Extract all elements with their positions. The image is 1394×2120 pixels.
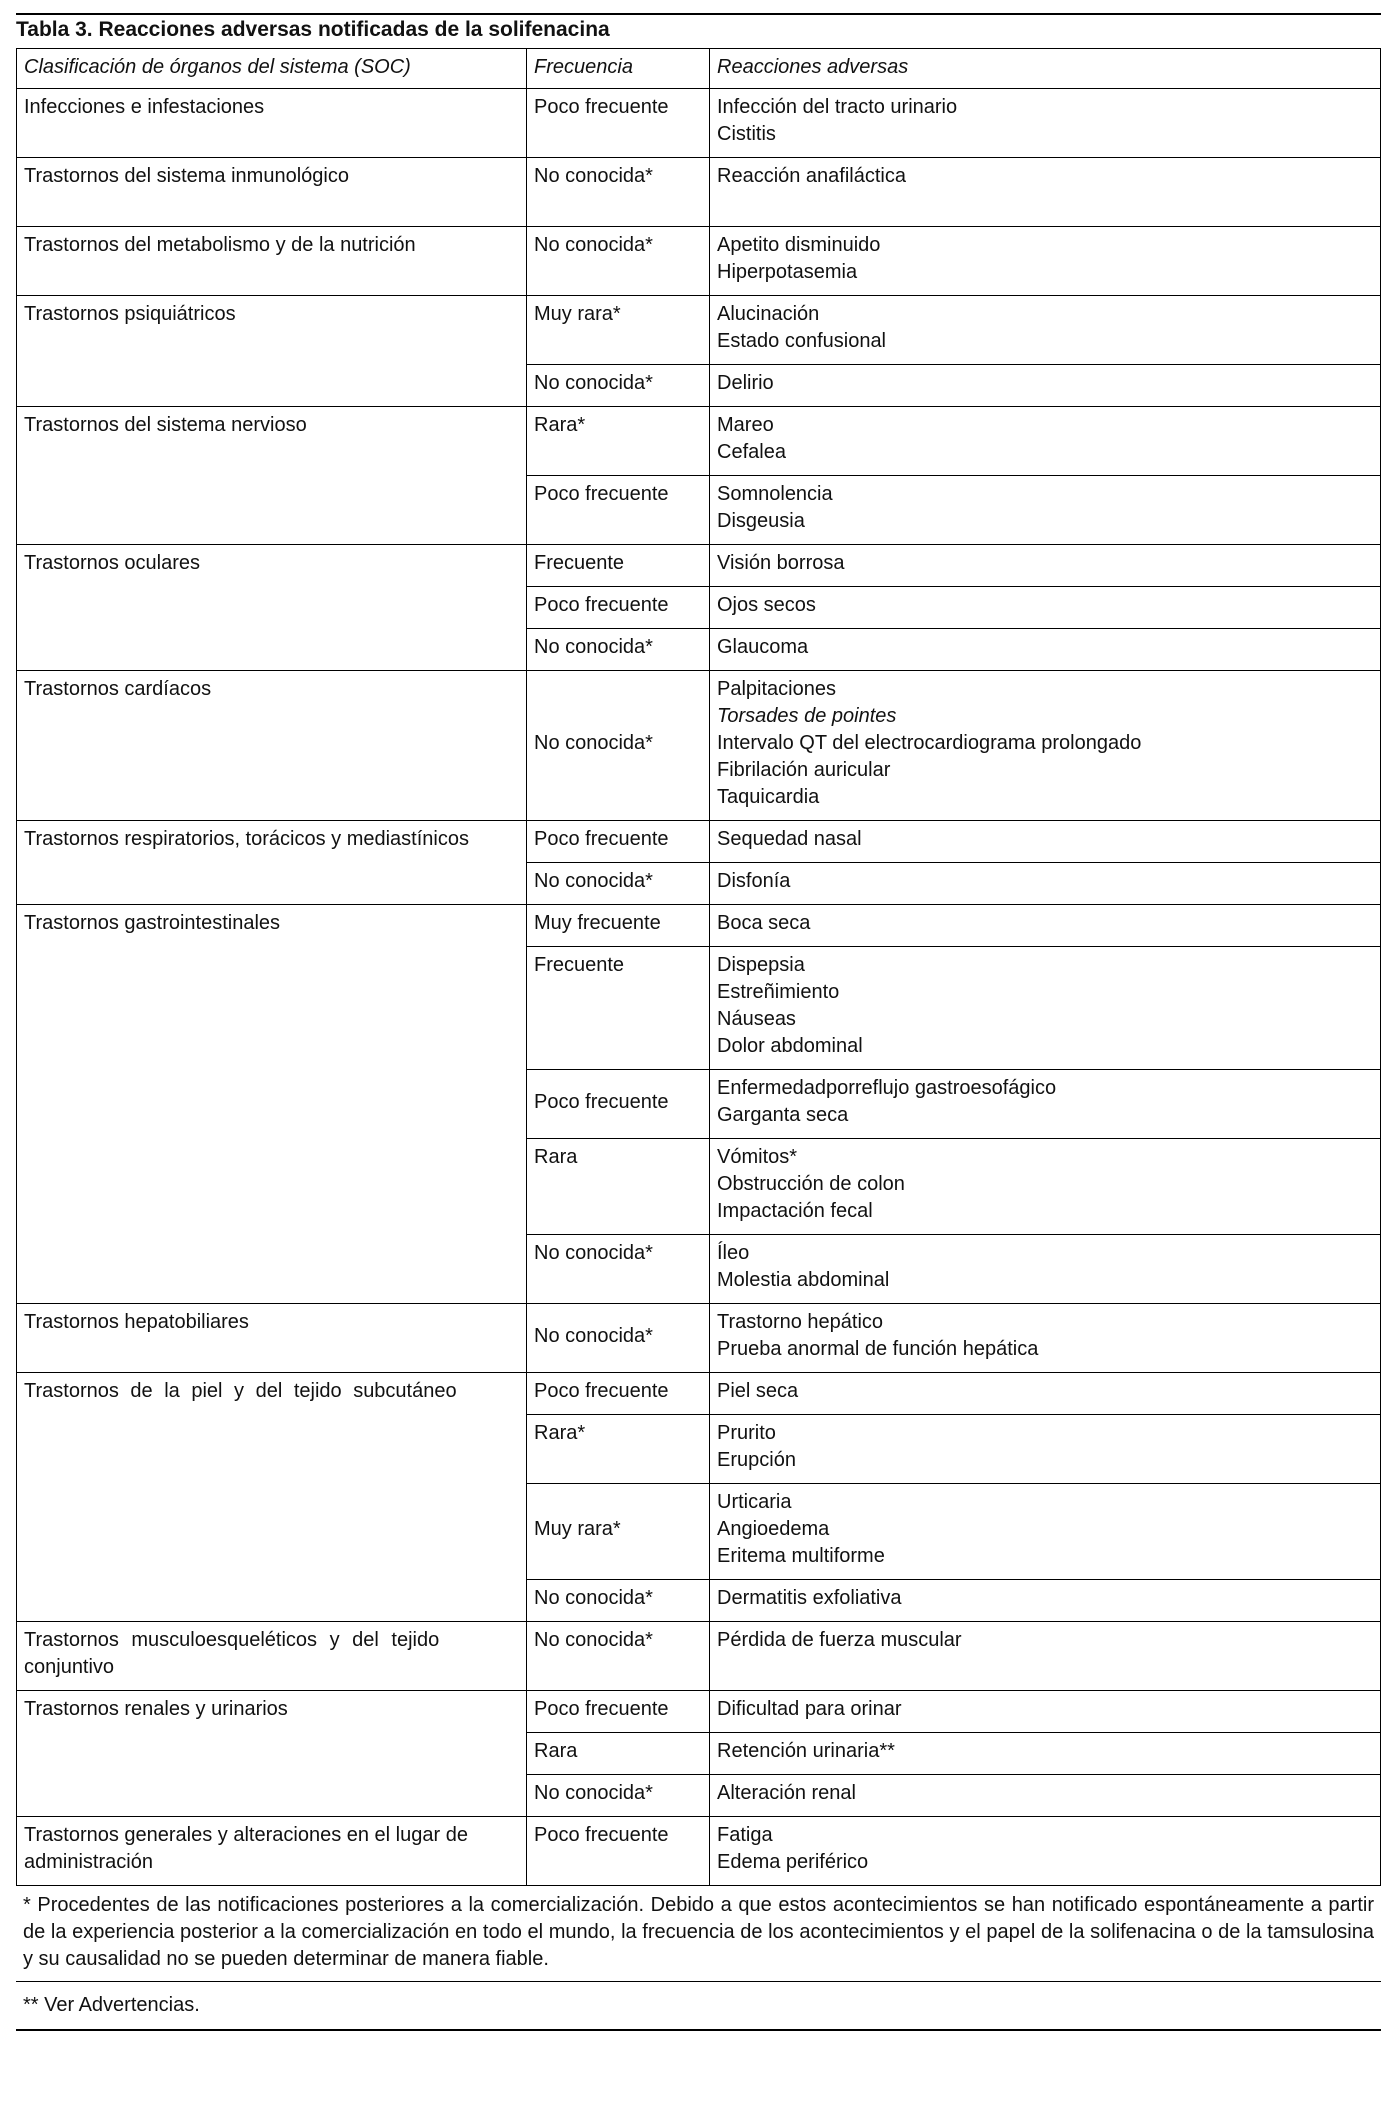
frequency-cell: No conocida* xyxy=(527,1622,710,1691)
reaction-item: Náuseas xyxy=(717,1008,796,1030)
frequency-cell: No conocida* xyxy=(527,629,710,671)
table-title: Tabla 3. Reacciones adversas notificadas de la solifenacina xyxy=(16,18,610,41)
reaction-item: Delirio xyxy=(717,372,774,394)
frequency-cell: Poco frecuente xyxy=(527,821,710,863)
frequency-cell: No conocida* xyxy=(527,1580,710,1622)
reactions-cell xyxy=(710,1415,1381,1484)
reactions-cell xyxy=(710,89,1381,158)
soc-cell: Trastornos psiquiátricos xyxy=(17,296,527,407)
table-row xyxy=(17,89,1381,158)
reactions-cell xyxy=(710,1622,1381,1691)
frequency-cell: No conocida* xyxy=(527,365,710,407)
table-row xyxy=(17,1304,1381,1373)
reactions-cell xyxy=(710,1373,1381,1415)
footnote-spontaneous: * Procedentes de las notificaciones posteriores a la comercialización. Debido a que estos acontecimientos se han notificado espontáneamente a partir de la experiencia posterior a la comercialización en todo el mundo, la frecuencia de los acontecimientos y el papel de la solifenacina o de la tamsulosina y su causalidad no se pueden determinar de manera fiable. xyxy=(16,1886,1381,1982)
soc-cell: Trastornos cardíacos xyxy=(17,671,527,821)
frequency-cell: Poco frecuente xyxy=(527,89,710,158)
reaction-item: Prueba anormal de función hepática xyxy=(717,1338,1039,1360)
table-row xyxy=(17,821,1381,863)
frequency-cell: Muy rara* xyxy=(527,296,710,365)
reaction-item: Alucinación xyxy=(717,303,820,325)
reaction-item: Piel seca xyxy=(717,1380,799,1402)
soc-cell: Trastornos de la piel y del tejido subcutáneo xyxy=(17,1373,527,1622)
header-row xyxy=(17,49,1381,89)
reaction-item: Disfonía xyxy=(717,870,791,892)
frequency-cell: Rara* xyxy=(527,1415,710,1484)
footnotes xyxy=(16,1886,1381,2031)
frequency-cell: No conocida* xyxy=(527,671,710,821)
reactions-cell xyxy=(710,476,1381,545)
frequency-cell: No conocida* xyxy=(527,227,710,296)
table-row xyxy=(17,545,1381,587)
soc-cell: Trastornos generales y alteraciones en el lugar de administración xyxy=(17,1817,527,1886)
reaction-item: Intervalo QT del electrocardiograma prolongado xyxy=(717,732,1142,754)
reactions-cell xyxy=(710,1733,1381,1775)
reactions-cell xyxy=(710,407,1381,476)
reaction-item: Estreñimiento xyxy=(717,981,840,1003)
reaction-item: Enfermedadporreflujo gastroesofágico xyxy=(717,1077,1057,1099)
reaction-item: Alteración renal xyxy=(717,1782,856,1804)
reactions-cell xyxy=(710,587,1381,629)
reaction-item: Palpitaciones xyxy=(717,678,836,700)
table-row xyxy=(17,1373,1381,1415)
reactions-cell xyxy=(710,296,1381,365)
reaction-item: Eritema multiforme xyxy=(717,1545,885,1567)
reaction-item: Vómitos* xyxy=(717,1146,798,1168)
reactions-cell xyxy=(710,1817,1381,1886)
reaction-item: Dificultad para orinar xyxy=(717,1698,902,1720)
reactions-cell xyxy=(710,1304,1381,1373)
frequency-cell: No conocida* xyxy=(527,1775,710,1817)
footnote-warnings: ** Ver Advertencias. xyxy=(16,1982,1381,2031)
reaction-item: Taquicardia xyxy=(717,786,820,808)
reactions-cell xyxy=(710,629,1381,671)
reactions-cell xyxy=(710,365,1381,407)
reaction-item: Dispepsia xyxy=(717,954,805,976)
frequency-cell: Rara* xyxy=(527,407,710,476)
frequency-cell: Poco frecuente xyxy=(527,1817,710,1886)
reaction-item: Hiperpotasemia xyxy=(717,261,858,283)
reaction-item: Íleo xyxy=(717,1242,750,1264)
reactions-cell xyxy=(710,158,1381,227)
reaction-item: Fibrilación auricular xyxy=(717,759,891,781)
reaction-item: Cefalea xyxy=(717,441,786,463)
frequency-cell: No conocida* xyxy=(527,863,710,905)
reactions-cell xyxy=(710,1580,1381,1622)
reaction-item: Prurito xyxy=(717,1422,776,1444)
reactions-cell xyxy=(710,1139,1381,1235)
reaction-item: Erupción xyxy=(717,1449,796,1471)
reaction-item: Edema periférico xyxy=(717,1851,869,1873)
reaction-item: Glaucoma xyxy=(717,636,809,658)
frequency-cell: Poco frecuente xyxy=(527,587,710,629)
table-row xyxy=(17,1622,1381,1691)
soc-cell: Trastornos del metabolismo y de la nutrición xyxy=(17,227,527,296)
soc-cell: Trastornos oculares xyxy=(17,545,527,671)
reaction-item: Dermatitis exfoliativa xyxy=(717,1587,902,1609)
reaction-item: Cistitis xyxy=(717,123,776,145)
reaction-item xyxy=(717,190,1373,217)
frequency-cell: Poco frecuente xyxy=(527,476,710,545)
reactions-cell xyxy=(710,1775,1381,1817)
frequency-cell: Poco frecuente xyxy=(527,1691,710,1733)
frequency-cell: No conocida* xyxy=(527,1304,710,1373)
reaction-item: Infección del tracto urinario xyxy=(717,96,958,118)
reaction-item: Urticaria xyxy=(717,1491,792,1513)
reactions-cell xyxy=(710,947,1381,1070)
header-reactions: Reacciones adversas xyxy=(710,49,1381,89)
table-row xyxy=(17,296,1381,365)
table-row xyxy=(17,671,1381,821)
reactions-cell xyxy=(710,1691,1381,1733)
reaction-item: Disgeusia xyxy=(717,510,805,532)
table-row xyxy=(17,158,1381,227)
table-row xyxy=(17,1691,1381,1733)
soc-cell: Trastornos respiratorios, torácicos y mediastínicos xyxy=(17,821,527,905)
frequency-cell: Muy rara* xyxy=(527,1484,710,1580)
frequency-cell: Frecuente xyxy=(527,947,710,1070)
reaction-item: Somnolencia xyxy=(717,483,833,505)
table-body xyxy=(17,89,1381,1886)
reaction-item: Mareo xyxy=(717,414,774,436)
table-row xyxy=(17,407,1381,476)
document xyxy=(16,13,1381,2031)
table-row xyxy=(17,1817,1381,1886)
reaction-item: Boca seca xyxy=(717,912,811,934)
frequency-cell: Poco frecuente xyxy=(527,1373,710,1415)
frequency-cell: Rara xyxy=(527,1733,710,1775)
table-row xyxy=(17,227,1381,296)
table-row xyxy=(17,905,1381,947)
reactions-cell xyxy=(710,863,1381,905)
soc-cell: Trastornos del sistema inmunológico xyxy=(17,158,527,227)
reaction-item: Sequedad nasal xyxy=(717,828,862,850)
reaction-item: Dolor abdominal xyxy=(717,1035,863,1057)
header-soc: Clasificación de órganos del sistema (SOC) xyxy=(17,49,527,89)
soc-cell: Trastornos musculoesqueléticos y del tejido conjuntivo xyxy=(17,1622,527,1691)
soc-cell: Trastornos del sistema nervioso xyxy=(17,407,527,545)
reaction-item: Obstrucción de colon xyxy=(717,1173,905,1195)
soc-cell: Trastornos gastrointestinales xyxy=(17,905,527,1304)
reaction-item: Fatiga xyxy=(717,1824,773,1846)
reactions-cell xyxy=(710,1070,1381,1139)
frequency-cell: No conocida* xyxy=(527,158,710,227)
reaction-item: Apetito disminuido xyxy=(717,234,881,256)
reaction-item: Pérdida de fuerza muscular xyxy=(717,1629,962,1651)
soc-cell: Trastornos hepatobiliares xyxy=(17,1304,527,1373)
reaction-item: Trastorno hepático xyxy=(717,1311,884,1333)
soc-cell: Infecciones e infestaciones xyxy=(17,89,527,158)
reaction-item: Estado confusional xyxy=(717,330,887,352)
reaction-item: Angioedema xyxy=(717,1518,830,1540)
reaction-item: Visión borrosa xyxy=(717,552,845,574)
reaction-item: Torsades de pointes xyxy=(717,705,897,727)
reaction-item: Retención urinaria** xyxy=(717,1740,895,1762)
frequency-cell: Frecuente xyxy=(527,545,710,587)
frequency-cell: Poco frecuente xyxy=(527,1070,710,1139)
reactions-cell xyxy=(710,905,1381,947)
reactions-cell xyxy=(710,545,1381,587)
reaction-item: Molestia abdominal xyxy=(717,1269,890,1291)
reaction-item: Impactación fecal xyxy=(717,1200,873,1222)
reaction-item: Reacción anafiláctica xyxy=(717,165,906,187)
frequency-cell: No conocida* xyxy=(527,1235,710,1304)
frequency-cell: Muy frecuente xyxy=(527,905,710,947)
adverse-reactions-table xyxy=(16,48,1381,1886)
reactions-cell xyxy=(710,1484,1381,1580)
reaction-item: Garganta seca xyxy=(717,1104,849,1126)
header-frequency: Frecuencia xyxy=(527,49,710,89)
frequency-cell: Rara xyxy=(527,1139,710,1235)
reactions-cell xyxy=(710,1235,1381,1304)
reactions-cell xyxy=(710,227,1381,296)
reactions-cell xyxy=(710,671,1381,821)
soc-cell: Trastornos renales y urinarios xyxy=(17,1691,527,1817)
reaction-item: Ojos secos xyxy=(717,594,816,616)
reactions-cell xyxy=(710,821,1381,863)
